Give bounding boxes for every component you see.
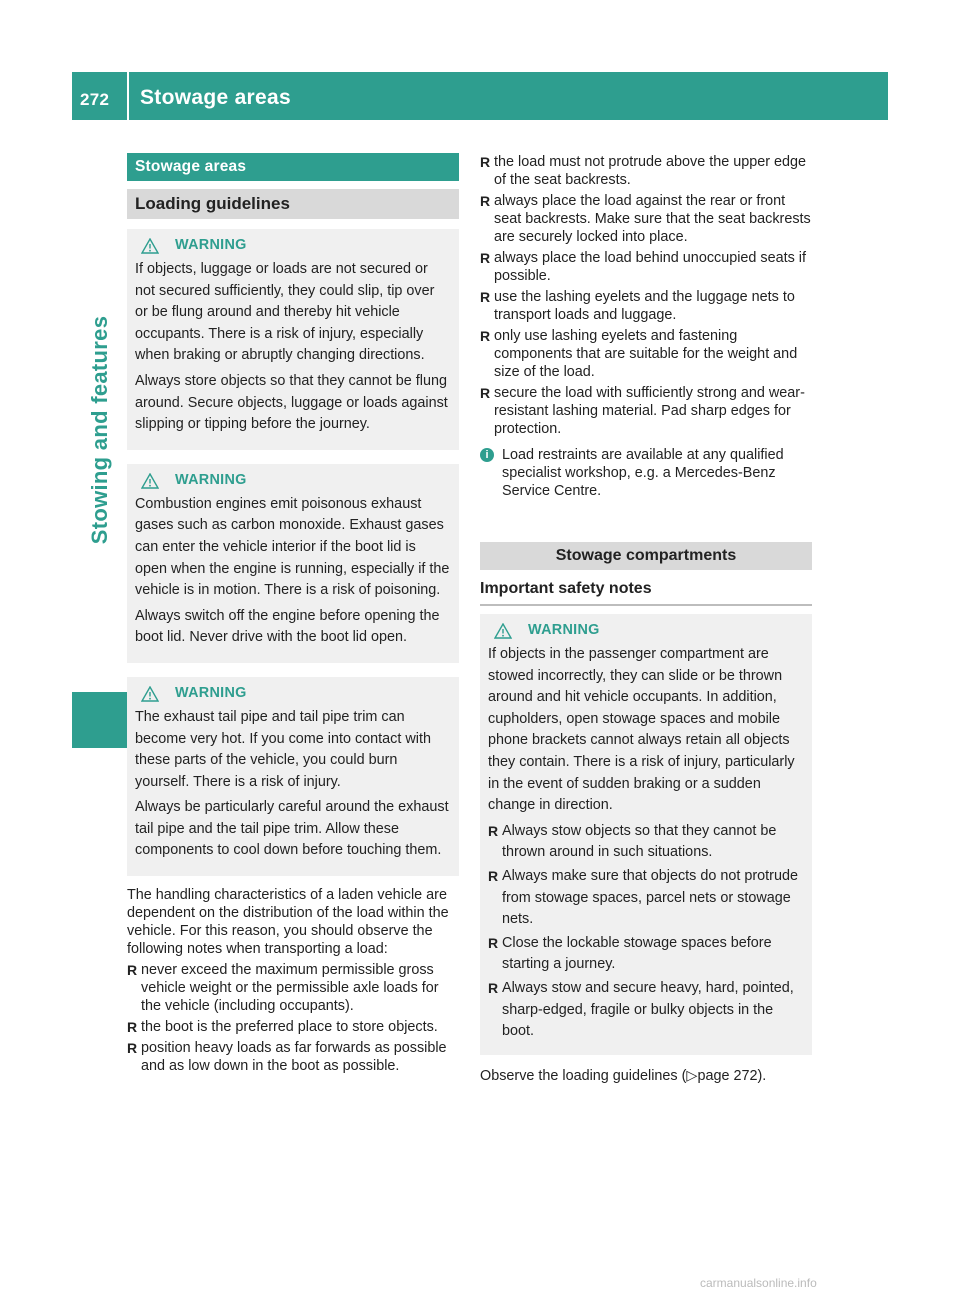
warning-text: If objects, luggage or loads are not secured or not secured sufficiently, they could slip, tip over or be flung around and thereby hit vehicle occupants. There is a risk of injury, especially when braking or abruptly changing directions. [135,261,435,364]
info-note [480,446,812,500]
list-item-text: never exceed the maximum permissible gross vehicle weight or the permissible axle loads for the vehicle (including occupants). [141,962,439,1015]
side-tab-marker [72,692,128,748]
bullet-icon: R [488,979,499,996]
list-item [480,192,812,246]
side-tab-label: Stowing and features [87,315,112,545]
bullet-icon: R [127,1019,138,1036]
bullet-icon: R [480,193,491,209]
warning-box-4 [480,614,812,1055]
warning-triangle-icon [141,686,159,702]
list-item [488,821,804,864]
warning-label: WARNING [175,685,247,702]
page-reference-arrow-icon: ▷ [686,1067,698,1084]
list-item-text: the boot is the preferred place to store objects. [141,1019,438,1036]
list-item-text: secure the load with sufficiently strong and wear-resistant lashing material. Pad sharp edges for protection. [494,385,805,437]
header-divider [127,72,129,120]
bullet-icon: R [488,934,499,951]
bullet-icon: R [127,1040,138,1057]
warning-label: WARNING [528,622,600,639]
list-item-text: always place the load behind unoccupied seats if possible. [494,250,807,284]
bullet-icon: R [480,328,491,344]
page-reference [480,1067,812,1085]
bullet-icon: R [480,289,491,305]
subsection-title: Loading guidelines [127,189,459,219]
intro-text: The handling characteristics of a laden vehicle are dependent on the distribution of the load within the vehicle. For this reason, you should observe the following notes when transporting a load: [127,887,449,958]
list-item [488,933,804,976]
warning-text: If objects in the passenger compartment are stowed incorrectly, they can slide or be thrown around and hit vehicle occupants. In addition, cupholders, open stowage spaces and mobile phone brackets cannot always retain all objects they contain. There is a risk of injury, particularly in the event of sudden braking or a sudden change in direction. [488,646,795,814]
list-item-text: Always stow and secure heavy, hard, pointed, sharp-edged, fragile or bulky objects in the boot. [502,979,794,1040]
list-item-text: position heavy loads as far forwards as possible and as low down in the boot as possible. [141,1040,447,1075]
list-item [480,384,812,438]
footer-watermark: carmanualsonline.info [700,1276,817,1290]
bullet-icon: R [488,867,499,884]
bullet-icon: R [488,822,499,839]
warning-label: WARNING [175,471,247,488]
loading-bullets-continued [480,153,812,438]
subheading-safety: Important safety notes [480,570,812,606]
list-item [480,288,812,324]
list-item-text: Always stow objects so that they cannot be thrown around in such situations. [502,822,777,861]
list-item-text: Always make sure that objects do not protrude from stowage spaces, parcel nets or stowage nets. [502,867,798,928]
bullet-icon: R [480,154,491,170]
info-text: Load restraints are available at any qualified specialist workshop, e.g. a Mercedes-Benz Service Centre. [502,447,784,499]
warning-box-1 [127,229,459,450]
list-item [127,961,459,1015]
info-icon: i [480,448,494,462]
warning-text: Combustion engines emit poisonous exhaust gases such as carbon monoxide. Exhaust gases can enter the vehicle interior if the boot lid is open when the engine is running, especially if the vehicle is in motion. There is a risk of poisoning. [135,495,450,599]
list-item-text: Close the lockable stowage spaces before starting a journey. [502,934,772,973]
warning-text: Always be particularly careful around the exhaust tail pipe and the tail pipe trim. Allow these components to cool down before touching them. [135,799,449,859]
bullet-icon: R [480,250,491,266]
list-item [488,978,804,1043]
list-item [127,1039,459,1075]
page-number: 272 [80,90,110,109]
list-item [480,327,812,381]
list-item-text: use the lashing eyelets and the luggage nets to transport loads and luggage. [494,289,795,323]
list-item-text: only use lashing eyelets and fastening components that are suitable for the weight and size of the load. [494,328,798,380]
bullet-icon: R [480,385,491,401]
page-reference-link[interactable]: page 272). [697,1067,767,1084]
list-item [480,153,812,189]
warning-box-2 [127,464,459,663]
warning-text: Always switch off the engine before opening the boot lid. Never drive with the boot lid open. [135,607,440,646]
list-item-text: always place the load against the rear or front seat backrests. Make sure that the seat backrests are securely locked into place. [494,193,811,245]
warning-text: Always store objects so that they cannot be flung around. Secure objects, luggage or loads against slipping or tipping before the journey. [135,372,448,433]
warning-bullets [488,821,804,1043]
section-title: Stowage areas [127,153,459,181]
warning-triangle-icon [494,623,512,639]
list-item [127,1018,459,1036]
warning-triangle-icon [141,238,159,254]
list-item-text: the load must not protrude above the upper edge of the seat backrests. [494,154,807,188]
page-reference-prefix: Observe the loading guidelines ( [480,1067,687,1084]
loading-bullets [127,961,459,1075]
warning-triangle-icon [141,473,159,489]
warning-box-3 [127,677,459,876]
right-column [480,153,812,1085]
warning-text: The exhaust tail pipe and tail pipe trim can become very hot. If you come into contact with these parts of the vehicle, you could burn yourself. There is a risk of injury. [135,708,431,790]
subsection-title-stowage: Stowage compartments [480,542,812,570]
warning-label: WARNING [175,237,247,254]
bullet-icon: R [127,962,138,979]
left-column [127,153,459,1078]
header-title: Stowage areas [140,86,291,109]
list-item [480,249,812,285]
list-item [488,866,804,931]
